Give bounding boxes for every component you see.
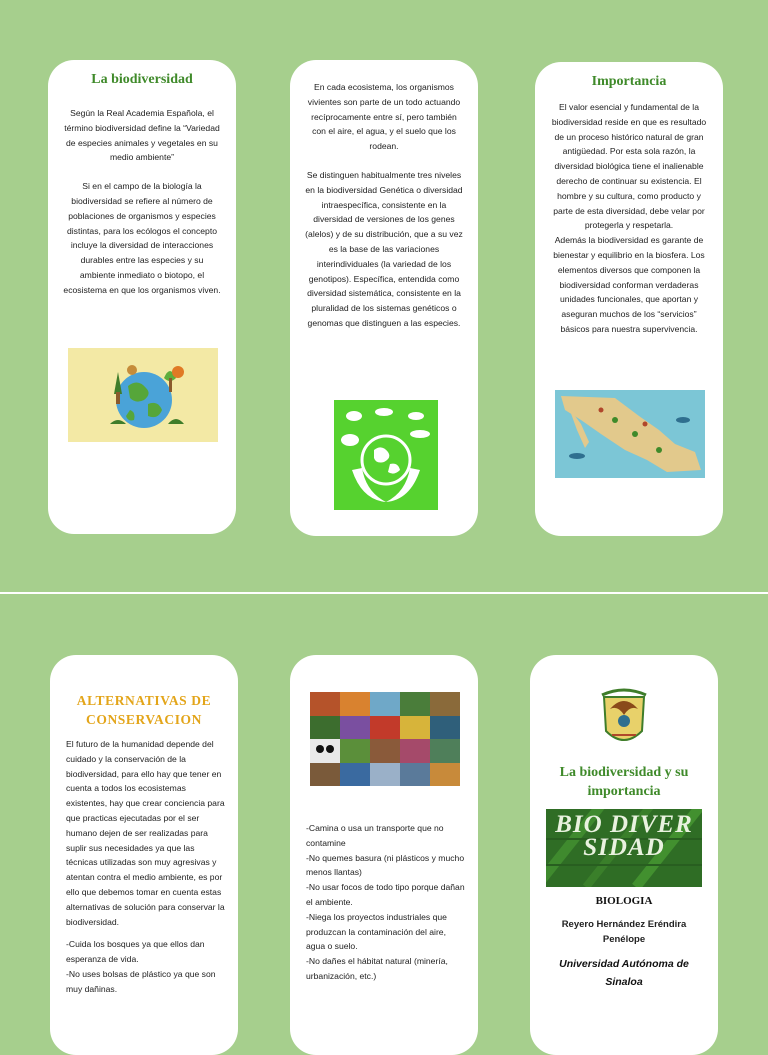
paragraph: Además la biodiversidad es garante de bienestar y equilibrio en la biosfera. Los elementos diversos que componen la biodiversidad conforman verdaderas unidades funcionales, que aportan y aseguran muchos de los “servicios” básicos para nuestra supervivencia. — [553, 235, 705, 334]
university-crest — [596, 687, 652, 753]
panel-conservation — [50, 655, 238, 1055]
earth-trees-icon — [68, 348, 218, 442]
hands-earth-illustration — [334, 400, 438, 510]
panel-ecosystem — [290, 60, 478, 536]
paragraph: -No uses bolsas de plástico ya que son muy dañinas. — [66, 968, 216, 994]
eagle-crest-icon — [596, 687, 652, 753]
action-list — [306, 821, 466, 984]
list-item: -Niega los proyectos industriales que produzcan la contaminación del aire, agua o suelo. — [306, 911, 447, 952]
paragraph: En cada ecosistema, los organismos vivientes son parte de un todo actuando recíprocamente entre sí, pero también con el aire, el agua, y el suelo que los rodean. — [307, 82, 461, 152]
panel-text — [547, 100, 711, 337]
hands-globe-animals-icon — [334, 400, 438, 510]
university-name: Universidad Autónoma de Sinaloa — [559, 958, 689, 988]
list-item: -No quemes basura (ni plásticos y mucho menos llantas) — [306, 852, 465, 878]
biodiversity-banner — [546, 809, 702, 887]
paragraph: Si en el campo de la biología la biodiversidad se refiere al número de poblaciones de organismos y especies distintas, para los ecólogos el concepto incluye la diversidad de interacciones durables entre las especies y su ambiente inmediato o biotopo, el ecosistema en que los organismos viven. — [63, 181, 221, 295]
paragraph: Según la Real Academia Española, el término biodiversidad define la “Variedad de especies animales y vegetales en su medio ambiente” — [64, 108, 220, 163]
wildlife-collage-icon — [310, 692, 460, 786]
list-item: -No dañes el hábitat natural (minería, urbanización, etc.) — [306, 956, 448, 981]
author-name: Reyero Hernández Eréndira Penélope — [561, 919, 687, 945]
paragraph: El valor esencial y fundamental de la biodiversidad reside en que es resultado de un proceso histórico natural de gran antigüedad. Por esta sola razón, la diversidad biológica tiene el inalienable derecho de continuar su existencia. El hombre y su cultura, como producto y parte de esta diversidad, debe velar por protegerla y respetarla. — [551, 102, 707, 231]
paragraph: Se distinguen habitualmente tres niveles en la biodiversidad Genética o diversidad intraespecífica, consistente en la diversidad de versiones de los genes (alelos) y de su distribución, que a su vez es la base de las variaciones interindividuales (la variedad de los genotipos). Específica, entendida como diversidad sistemática, consistente en la pluralidad de los sistemas genéticos o genomas que distinguen a las especies. — [305, 169, 463, 328]
cover-title: La biodiversidad y su importancia — [559, 765, 689, 799]
paragraph: El futuro de la humanidad depende del cuidado y la conservación de la biodiversidad, para ello hay que tener en cuenta a todos los ecosistemas existentes, hay que crear conciencia para que practicas ejecutadas por el ser humano dejen de ser realizadas para suplir sus necesidades ya que las técnicas utilizadas son muy agresivas y atentan contra el medio ambiente, es por ello que debemos tomar en cuenta estas alternativas de solución para conservar la biodiversidad. — [66, 739, 225, 927]
panel-title: La biodiversidad — [91, 72, 193, 87]
panel-biodiversity-definition — [48, 60, 236, 534]
panel-text — [62, 106, 222, 298]
page-divider — [0, 592, 768, 594]
subject-label: BIOLOGIA — [595, 895, 653, 907]
species-collage — [310, 692, 460, 786]
panel-title: ALTERNATIVAS DE CONSERVACION — [76, 693, 212, 727]
mexico-map-illustration — [555, 390, 705, 478]
mexico-map-icon — [555, 390, 705, 478]
earth-illustration — [68, 348, 218, 442]
panel-actions — [290, 655, 478, 1055]
panel-cover — [530, 655, 718, 1055]
banner-text: BIO DIVER SIDAD — [555, 811, 693, 861]
paragraph: -Cuida los bosques ya que ellos dan esperanza de vida. — [66, 939, 205, 965]
panel-importance — [535, 62, 723, 536]
panel-text — [66, 737, 226, 997]
list-item: -Camina o usa un transporte que no contamine — [306, 823, 444, 848]
list-item: -No usar focos de todo tipo porque dañan el ambiente. — [306, 882, 465, 907]
panel-text — [304, 80, 464, 331]
panel-title: Importancia — [591, 74, 667, 89]
